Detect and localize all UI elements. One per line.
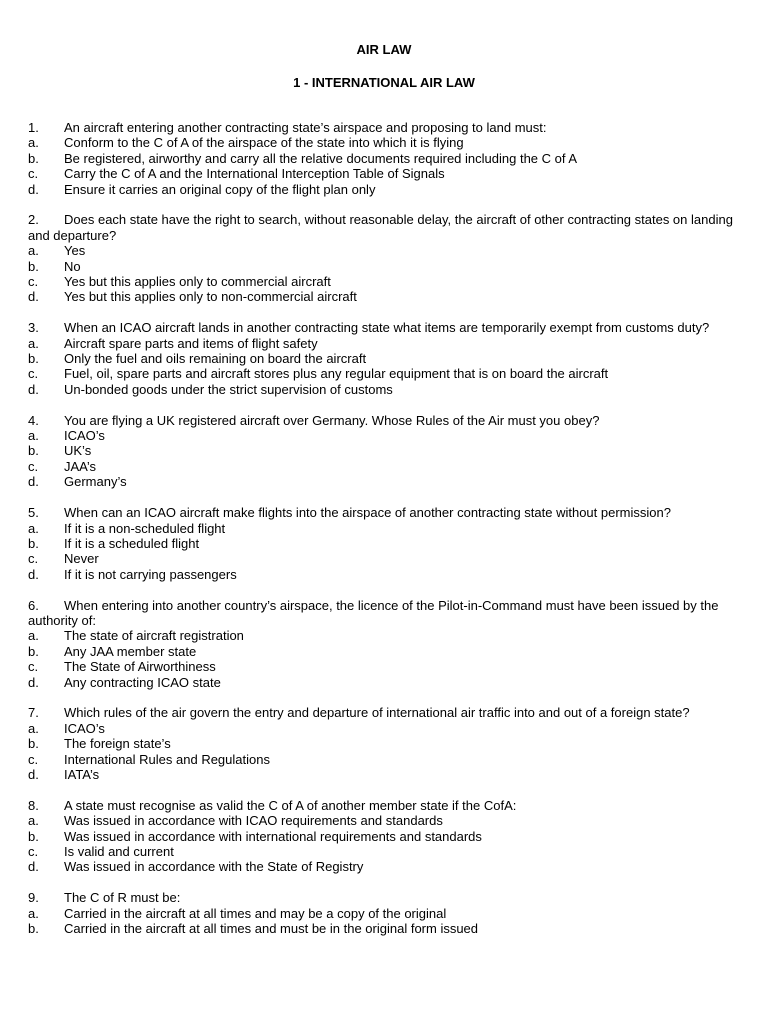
option-text: Be registered, airworthy and carry all the relative documents required including the C of A [64,150,578,166]
answer-option [28,382,748,397]
option-text: Ensure it carries an original copy of the flight plan only [64,181,376,197]
answer-option [28,906,748,921]
answer-option [28,521,748,536]
question-text [28,505,748,520]
option-letter: a. [28,243,39,259]
option-text: Yes [64,243,86,259]
answer-option [28,259,748,274]
option-letter: b. [28,443,39,459]
option-text: If it is a scheduled flight [64,535,200,551]
option-letter: a. [28,813,39,829]
answer-option [28,135,748,150]
option-text: Was issued in accordance with international requirements and standards [64,828,482,844]
option-text: Carry the C of A and the International Interception Table of Signals [64,166,445,182]
question-stem: When can an ICAO aircraft make flights into the airspace of another contracting state without permission? [64,505,671,521]
answer-option [28,644,748,659]
question-block [28,505,748,582]
answer-option [28,182,748,197]
question-block [28,120,748,197]
option-text: If it is not carrying passengers [64,566,237,582]
option-text: Was issued in accordance with the State of Registry [64,859,364,875]
option-letter: b. [28,258,39,274]
answer-option [28,351,748,366]
option-letter: c. [28,366,39,382]
answer-option [28,243,748,258]
option-letter: a. [28,135,39,151]
option-letter: d. [28,474,39,490]
option-text: Only the fuel and oils remaining on board the aircraft [64,351,367,367]
answer-option [28,628,748,643]
question-stem: Does each state have the right to search, without reasonable delay, the aircraft of other contracting states on landing and departure? [28,212,733,243]
option-letter: b. [28,535,39,551]
option-letter: c. [28,751,39,767]
option-letter: d. [28,859,39,875]
answer-option [28,721,748,736]
option-text: Is valid and current [64,843,174,859]
answer-option [28,844,748,859]
question-list [28,120,748,952]
option-text: If it is a non-scheduled flight [64,520,226,536]
option-letter: c. [28,659,39,675]
option-letter: c. [28,274,39,290]
option-text: Carried in the aircraft at all times and must be in the original form issued [64,921,479,936]
option-letter: c. [28,843,39,859]
section-title: 1 - INTERNATIONAL AIR LAW [293,75,475,90]
question-text [28,320,748,335]
question-stem: Which rules of the air govern the entry and departure of international air traffic into and out of a foreign state? [64,705,690,721]
option-text: UK’s [64,443,92,459]
option-letter: b. [28,150,39,166]
answer-option [28,736,748,751]
option-letter: d. [28,181,39,197]
answer-option [28,274,748,289]
question-stem: When entering into another country’s airspace, the licence of the Pilot-in-Command must have been issued by the authority of: [28,597,719,628]
option-text: IATA’s [64,766,100,782]
question-number: 6. [28,597,39,613]
option-text: The State of Airworthiness [64,659,216,675]
option-text: Un-bonded goods under the strict supervision of customs [64,381,393,397]
question-block [28,413,748,490]
answer-option [28,336,748,351]
answer-option [28,752,748,767]
question-number: 7. [28,705,39,721]
option-letter: d. [28,381,39,397]
option-letter: a. [28,428,39,444]
option-letter: b. [28,351,39,367]
option-text: Yes but this applies only to non-commercial aircraft [64,289,357,305]
question-stem: A state must recognise as valid the C of A of another member state if the CofA: [64,797,517,813]
question-block [28,212,748,304]
option-letter: d. [28,566,39,582]
option-text: The state of aircraft registration [64,628,244,644]
question-number: 5. [28,505,39,521]
question-block [28,320,748,397]
option-letter: a. [28,628,39,644]
question-text [28,120,748,135]
question-text [28,598,748,629]
option-letter: b. [28,643,39,659]
question-number: 1. [28,120,39,135]
option-letter: a. [28,720,39,736]
option-letter: c. [28,458,39,474]
option-text: Conform to the C of A of the airspace of the state into which it is flying [64,135,464,151]
option-text: International Rules and Regulations [64,751,270,767]
answer-option [28,567,748,582]
question-stem: When an ICAO aircraft lands in another contracting state what items are temporarily exempt from customs duty? [64,320,710,336]
question-text [28,890,748,905]
answer-option [28,921,748,936]
option-text: Aircraft spare parts and items of flight safety [64,335,318,351]
answer-option [28,551,748,566]
option-text: Yes but this applies only to commercial aircraft [64,274,331,290]
option-text: Was issued in accordance with ICAO requirements and standards [64,813,443,829]
question-stem: An aircraft entering another contracting state’s airspace and proposing to land must: [64,120,547,135]
option-letter: c. [28,166,39,182]
question-stem: The C of R must be: [64,890,181,906]
question-block [28,890,748,936]
answer-option [28,659,748,674]
question-block [28,798,748,875]
option-letter: a. [28,335,39,351]
option-text: JAA’s [64,458,97,474]
answer-option [28,366,748,381]
answer-option [28,151,748,166]
option-letter: d. [28,289,39,305]
question-number: 2. [28,212,39,228]
answer-option [28,829,748,844]
question-number: 3. [28,320,39,336]
answer-option [28,536,748,551]
option-text: The foreign state’s [64,736,171,752]
question-text [28,212,748,243]
question-text [28,798,748,813]
question-text [28,705,748,720]
option-text: ICAO’s [64,720,105,736]
document-title: AIR LAW [356,42,412,57]
answer-option [28,459,748,474]
option-text: Carried in the aircraft at all times and may be a copy of the original [64,905,447,921]
answer-option [28,813,748,828]
option-text: No [64,258,81,274]
option-letter: a. [28,520,39,536]
option-letter: d. [28,674,39,690]
question-block [28,598,748,690]
question-block [28,705,748,782]
question-number: 8. [28,797,39,813]
question-number: 4. [28,412,39,428]
option-letter: c. [28,551,39,567]
option-letter: b. [28,736,39,752]
option-text: Germany’s [64,474,127,490]
option-text: Fuel, oil, spare parts and aircraft stores plus any regular equipment that is on board the aircraft [64,366,609,382]
answer-option [28,474,748,489]
option-text: Any contracting ICAO state [64,674,221,690]
answer-option [28,289,748,304]
answer-option [28,859,748,874]
answer-option [28,428,748,443]
question-stem: You are flying a UK registered aircraft over Germany. Whose Rules of the Air must you obey? [64,412,600,428]
answer-option [28,443,748,458]
option-text: Never [64,551,99,567]
question-text [28,413,748,428]
answer-option [28,767,748,782]
option-letter: b. [28,828,39,844]
option-letter: b. [28,921,39,936]
question-number: 9. [28,890,39,906]
answer-option [28,166,748,181]
answer-option [28,675,748,690]
option-text: Any JAA member state [64,643,197,659]
option-letter: a. [28,905,39,921]
option-letter: d. [28,766,39,782]
option-text: ICAO’s [64,428,105,444]
